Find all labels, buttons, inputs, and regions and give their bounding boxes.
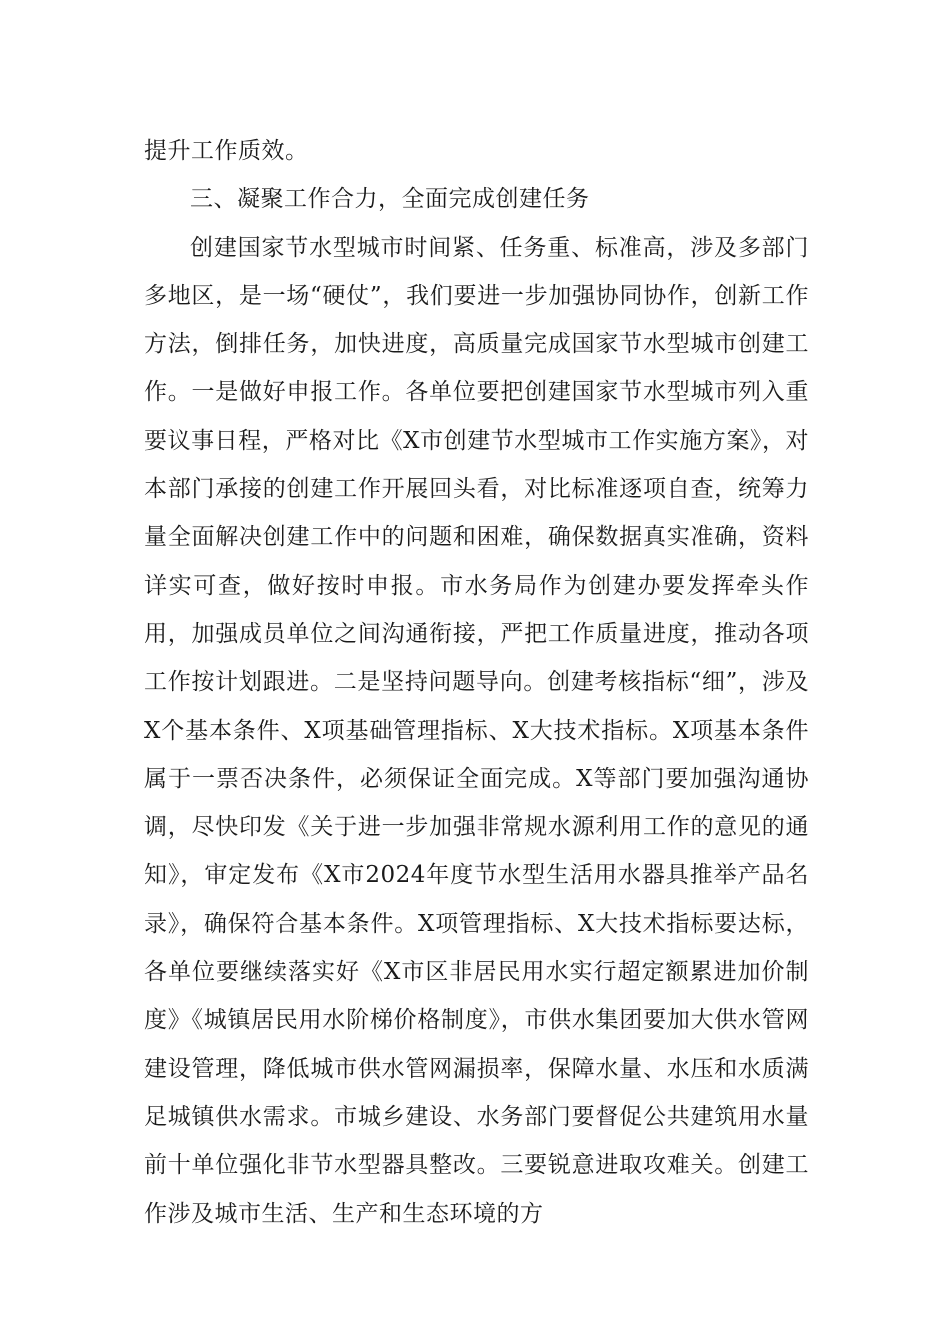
- document-body: [144, 127, 809, 1238]
- paragraph-body: 创建国家节水型城市时间紧、任务重、标准高，涉及多部门多地区，是一场“硬仗”，我们要进一步加强协同协作，创新工作方法，倒排任务，加快进度，高质量完成国家节水型城市创建工作。一是做好申报工作。各单位要把创建国家节水型城市列入重要议事日程，严格对比《X市创建节水型城市工作实施方案》，对本部门承接的创建工作开展回头看，对比标准逐项自查，统筹力量全面解决创建工作中的问题和困难，确保数据真实准确，资料详实可查，做好按时申报。市水务局作为创建办要发挥牵头作用，加强成员单位之间沟通衔接，严把工作质量进度，推动各项工作按计划跟进。二是坚持问题导向。创建考核指标“细”，涉及X个基本条件、X项基础管理指标、X大技术指标。X项基本条件属于一票否决条件，必须保证全面完成。X等部门要加强沟通协调，尽快印发《关于进一步加强非常规水源利用工作的意见的通知》，审定发布《X市2024年度节水型生活用水器具推举产品名录》，确保符合基本条件。X项管理指标、X大技术指标要达标，各单位要继续落实好《X市区非居民用水实行超定额累进加价制度》《城镇居民用水阶梯价格制度》，市供水集团要加大供水管网建设管理，降低城市供水管网漏损率，保障水量、水压和水质满足城镇供水需求。市城乡建设、水务部门要督促公共建筑用水量前十单位强化非节水型器具整改。三要锐意进取攻难关。创建工作涉及城市生活、生产和生态环境的方: [144, 234, 809, 1227]
- paragraph-continuation: 提升工作质效。: [144, 138, 309, 164]
- section-heading: 三、凝聚工作合力，全面完成创建任务: [190, 186, 590, 213]
